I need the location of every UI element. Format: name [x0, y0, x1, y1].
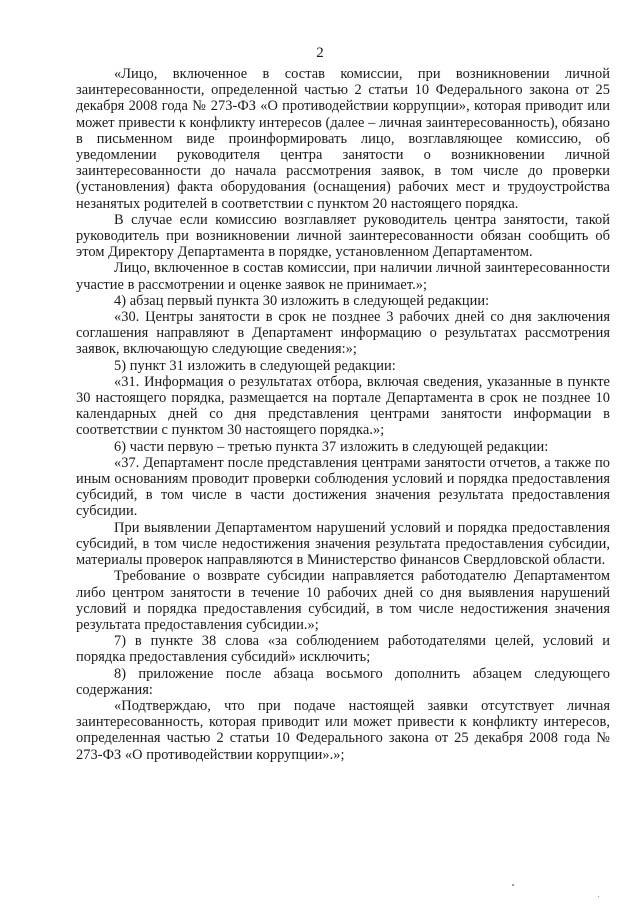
paragraph-amendment-5: 5) пункт 31 изложить в следующей редакции: [114, 357, 396, 374]
paragraph-clause-31: «31. Информация о результатах отбора, включая сведения, указанные в пункте 30 настоящего порядка, размещается на портале Департамента в срок не позднее 10 календарных дней со дня представления центрами занятости информации в соответствии с пунктом 30 настоящего порядка.»; [76, 373, 610, 439]
paragraph-member-recusal: Лицо, включенное в состав комиссии, при наличии личной заинтересованности участие в рассмотрении и оценке заявок не принимает.»; [76, 260, 610, 293]
paragraph-refund-request: Требование о возврате субсидии направляется работодателю Департаментом либо центром занятости в течение 10 рабочих дней со дня выявления нарушений условий и порядка предоставления субсидий, в том числе недостижения значения результата предоставления субсидии.»; [76, 568, 610, 633]
paragraph-violations: При выявлении Департаментом нарушений условий и порядка предоставления субсидий, в том числе недостижения значения результата предоставления субсидии, материалы проверок направляются в Министерство финансов Свердловской области. [76, 519, 610, 569]
paragraph-amendment-8: 8) приложение после абзаца восьмого дополнить абзацем следующего содержания: [76, 665, 610, 698]
paragraph-amendment-4: 4) абзац первый пункта 30 изложить в следующей редакции: [114, 292, 490, 309]
scan-speck [598, 896, 599, 897]
document-body [76, 66, 610, 763]
paragraph-amendment-7: 7) в пункте 38 слова «за соблюдением работодателями целей, условий и порядка предоставления субсидий» исключить; [76, 633, 610, 666]
paragraph-clause-30: «30. Центры занятости в срок не позднее 3 рабочих дней со дня заключения соглашения направляют в Департамент информацию о результатах рассмотрения заявок, включающую следующие сведения:»; [76, 309, 610, 358]
paragraph-clause-37: «37. Департамент после представления центрами занятости отчетов, а также по иным основаниям проводит проверки соблюдения условий и порядка предоставления субсидий, в том числе в части достижения значения результата предоставления субсидии. [76, 454, 610, 520]
paragraph-confirmation: «Подтверждаю, что при подаче настоящей заявки отсутствует личная заинтересованность, которая приводит или может привести к конфликту интересов, определенная частью 2 статьи 10 Федерального закона от 25 декабря 2008 года № 273-ФЗ «О противодействии коррупции».»; [76, 697, 610, 763]
paragraph-commission-head: В случае если комиссию возглавляет руководитель центра занятости, такой руководитель при возникновении личной заинтересованности обязан сообщить об этом Директору Департамента в порядке, установленном Департаментом. [76, 211, 610, 261]
page-number: 2 [316, 45, 324, 61]
paragraph-amendment-6: 6) части первую – третью пункта 37 изложить в следующей редакции: [114, 438, 549, 455]
paragraph-conflict-of-interest: «Лицо, включенное в состав комиссии, при возникновении личной заинтересованности, определенной частью 2 статьи 10 Федерального закона от 25 декабря 2008 года № 273-ФЗ «О противодействии коррупции», которая приводит или может привести к конфликту интересов (далее – личная заинтересованность), обязано в письменном виде проинформировать лицо, возглавляющее комиссию, об уведомлении руководителя центра занятости о возникновении личной заинтересованности до начала рассмотрения заявок, в том числе до проверки (установления) факта оборудования (оснащения) рабочих мест и трудоустройства незанятых родителей в соответствии с пунктом 20 настоящего порядка. [76, 66, 610, 212]
scan-speck [512, 884, 514, 886]
